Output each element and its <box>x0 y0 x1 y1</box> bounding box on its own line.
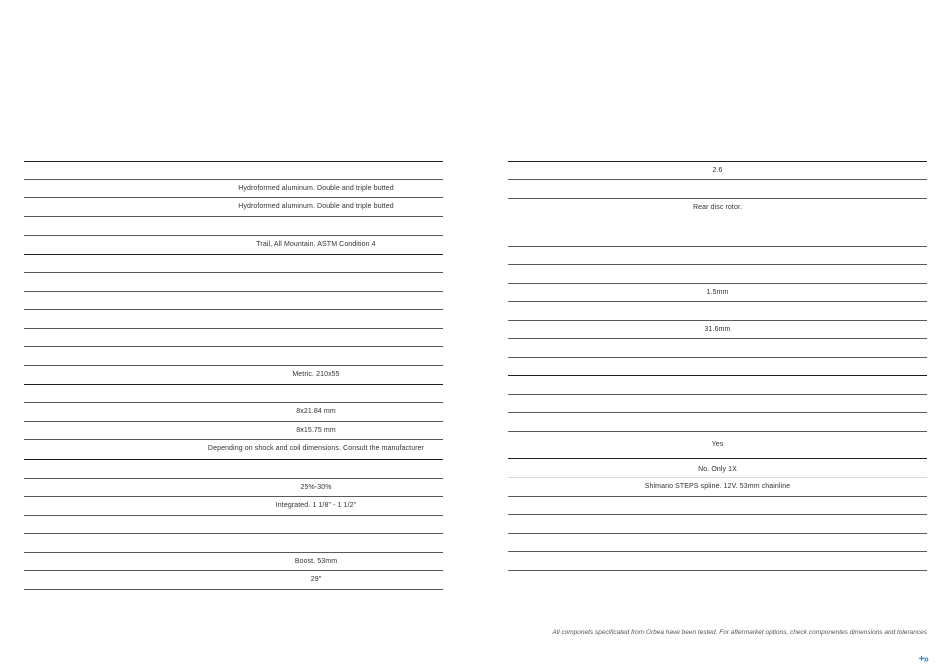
spec-value: Yes <box>711 440 724 448</box>
table-row <box>508 552 927 571</box>
table-row <box>508 413 927 432</box>
spec-value: Shimano STEPS spline. 12V. 53mm chainline <box>644 483 791 490</box>
left-spec-table <box>24 161 443 590</box>
table-row <box>508 199 927 247</box>
table-row <box>508 534 927 553</box>
spec-value: Depending on shock and coil dimensions. Consult the manufacturer <box>207 445 425 453</box>
table-row <box>508 515 927 534</box>
table-row <box>508 395 927 414</box>
table-row <box>24 440 443 460</box>
table-row <box>24 180 443 199</box>
table-row <box>24 497 443 516</box>
spec-value: 31.6mm <box>704 325 731 333</box>
spec-value: Trail, All Mountain. ASTM Condition 4 <box>256 240 376 248</box>
table-row <box>508 321 927 340</box>
table-row <box>24 516 443 535</box>
table-row <box>24 255 443 274</box>
table-row <box>508 302 927 321</box>
table-row <box>24 198 443 217</box>
table-row <box>24 292 443 311</box>
next-page-icon[interactable]: +» <box>918 654 928 665</box>
table-row <box>508 478 927 497</box>
table-row <box>508 247 927 266</box>
table-row <box>24 273 443 292</box>
table-row <box>24 422 443 441</box>
table-row <box>508 180 927 199</box>
spec-value: 2.6 <box>712 167 723 174</box>
table-row <box>24 385 443 404</box>
spec-value: Integrated. 1 1/8" - 1 1/2" <box>275 502 357 510</box>
table-row <box>24 479 443 498</box>
table-row <box>508 497 927 516</box>
table-row <box>24 347 443 366</box>
spec-value: 25%-30% <box>300 483 332 491</box>
table-row <box>24 329 443 348</box>
table-row <box>24 161 443 180</box>
spec-value: 8x15.75 mm <box>296 426 336 434</box>
spec-value: 29" <box>310 576 322 584</box>
table-row <box>508 339 927 358</box>
table-row <box>508 284 927 303</box>
table-row <box>24 217 443 236</box>
spec-value: Hydroformed aluminum. Double and triple butted <box>238 203 394 211</box>
table-row <box>24 403 443 422</box>
table-row <box>24 236 443 255</box>
table-row <box>24 310 443 329</box>
table-row <box>508 376 927 395</box>
table-row <box>508 459 927 479</box>
spec-value: No. Only 1X <box>698 465 737 473</box>
table-row <box>508 358 927 377</box>
table-row <box>508 265 927 284</box>
spec-value: Metric. 210x55 <box>292 370 340 378</box>
table-row <box>24 553 443 572</box>
table-row <box>508 432 927 459</box>
spec-value: 8x21.84 mm <box>296 408 336 416</box>
spec-value: Rear disc rotor. <box>692 203 743 211</box>
table-row <box>24 460 443 479</box>
right-spec-table <box>508 161 927 571</box>
spec-value: Boost. 53mm <box>294 557 338 565</box>
spec-value: Hydroformed aluminum. Double and triple butted <box>238 184 394 192</box>
table-row <box>24 366 443 385</box>
footnote: All componets specificated from Orbea have been tested. For aftermarket options, check componentes dimensions and tolerances <box>552 629 927 636</box>
table-row <box>24 571 443 590</box>
spec-value: 1.5mm <box>706 288 729 296</box>
table-row <box>24 534 443 553</box>
table-row <box>508 161 927 180</box>
